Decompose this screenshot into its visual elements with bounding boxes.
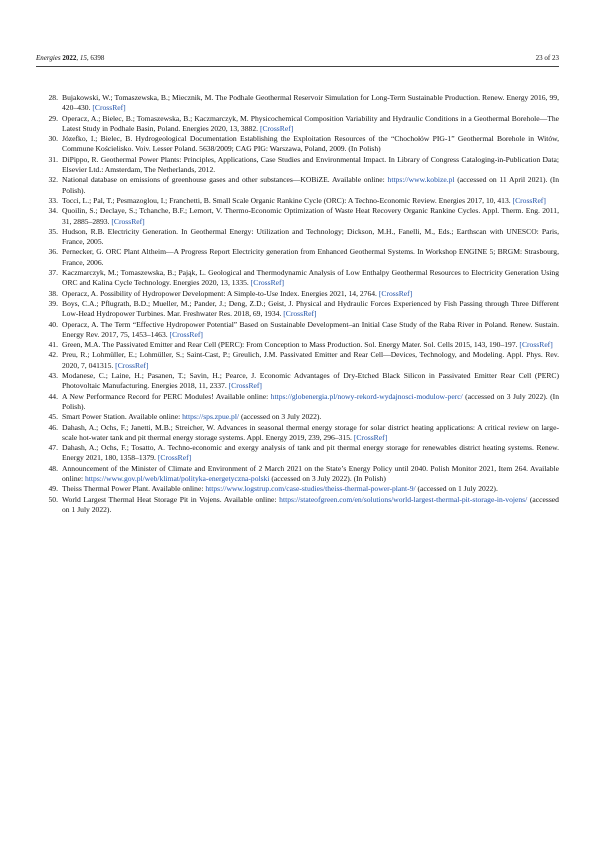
reference-item [36, 93, 559, 114]
reference-text: Announcement of the Minister of Climate and Environment of 2 March 2021 on the State’s Energy Policy until 2040. Polish Monitor 2021, Item 264. Available online: [62, 463, 559, 483]
reference-number: 39. [48, 298, 58, 308]
page-header [36, 54, 559, 63]
reference-text: Boys, C.A.; Pflugrath, B.D.; Mueller, M.; Pander, J.; Deng, Z.D.; Geist, J. Physical and Hydraulic Forces Experienced by Fish Passing through Three Different Low-Head Hydropower Turbines. Mar. Freshwater Res. 2018, 69, 1934. [62, 298, 559, 319]
reference-text: Smart Power Station. Available online: [62, 412, 181, 422]
reference-number: 40. [48, 319, 58, 329]
crossref-link[interactable]: [CrossRef] [519, 340, 553, 350]
reference-item [36, 175, 559, 196]
crossref-link[interactable]: [CrossRef] [157, 453, 192, 463]
reference-item [36, 247, 559, 268]
crossref-link[interactable]: [CrossRef] [250, 278, 285, 288]
journal-year: 2022 [62, 54, 77, 62]
reference-list [36, 93, 559, 515]
journal-name: Energies [36, 54, 61, 62]
page-number: 23 of 23 [535, 54, 559, 62]
reference-number: 37. [48, 268, 58, 278]
reference-text: Tocci, L.; Pal, T.; Pesmazoglou, I.; Franchetti, B. Small Scale Organic Rankine Cycle (ORC): A Techno-Economic Review. Energies 2017, 10, 413. [62, 195, 511, 205]
reference-item [36, 443, 559, 464]
reference-text: Theiss Thermal Power Plant. Available online: [62, 484, 204, 494]
crossref-link[interactable]: [CrossRef] [92, 103, 126, 113]
reference-text: Operacz, A.; Bielec, B.; Tomaszewska, B.; Kaczmarczyk, M. Physicochemical Composition Variability and Hydraulic Conditions in a Geothermal Borehole—The Latest Study in Podhale Basin, Poland. Energies 2020, 13, 3882. [62, 113, 559, 133]
reference-text: A New Performance Record for PERC Modules! Available online: [62, 391, 269, 401]
header-rule [36, 66, 559, 67]
url-link[interactable]: https://stateofgreen.com/en/solutions/world-largest-thermal-pit-storage-in-vojens/ [279, 494, 528, 504]
reference-access-note: (accessed on 3 July 2022). [239, 412, 322, 422]
reference-item [36, 484, 559, 494]
reference-text: Green, M.A. The Passivated Emitter and Rear Cell (PERC): From Conception to Mass Production. Sol. Energy Mater. Sol. Cells 2015, 143, 190–197. [62, 340, 518, 350]
reference-item [36, 196, 559, 206]
reference-text: Józefko, I.; Bielec, B. Hydrogeological Documentation Establishing the Exploitation Resources of the “Chochołów PIG-1” Geothermal Borehole in Witów, Commune Kościelisko. Voiv. Lesser Poland. 5638/2009; CAG PIG: Warszawa, Poland, 2009. (In Polish) [62, 134, 559, 154]
reference-number: 30. [48, 134, 58, 144]
crossref-link[interactable]: [CrossRef] [259, 123, 294, 133]
reference-text: Bujakowski, W.; Tomaszewska, B.; Miecznik, M. The Podhale Geothermal Reservoir Simulation for Long-Term Sustainable Production. Renew. Energy 2016, 99, 420–430. [62, 93, 559, 113]
reference-access-note: (accessed on 1 July 2022). [62, 494, 559, 514]
reference-access-note: (accessed on 3 July 2022). (In Polish) [269, 473, 386, 483]
journal-volume: 15 [79, 54, 87, 62]
reference-number: 29. [48, 113, 58, 123]
reference-number: 45. [48, 412, 58, 422]
reference-item [36, 299, 559, 320]
reference-number: 32. [48, 175, 58, 185]
url-link[interactable]: https://sps.zpue.pl/ [182, 412, 240, 422]
reference-item [36, 464, 559, 485]
crossref-link[interactable]: [CrossRef] [283, 309, 317, 319]
reference-item [36, 320, 559, 341]
reference-number: 41. [48, 340, 58, 350]
reference-number: 34. [48, 206, 58, 216]
reference-text: Preu, R.; Lohmüller, E.; Lohmüller, S.; Saint-Cast, P.; Greulich, J.M. Passivated Emitter and Rear Cell—Devices, Technology, and Modeling. Appl. Phys. Rev. 2020, 7, 041315. [62, 350, 559, 370]
crossref-link[interactable]: [CrossRef] [169, 329, 203, 339]
reference-item [36, 289, 559, 299]
reference-item [36, 495, 559, 516]
reference-text: World Largest Thermal Heat Storage Pit in Vojens. Available online: [62, 494, 277, 504]
url-link[interactable]: https://www.kobize.pl [387, 175, 455, 185]
reference-number: 43. [48, 371, 58, 381]
reference-item [36, 155, 559, 176]
reference-number: 31. [48, 154, 58, 164]
crossref-link[interactable]: [CrossRef] [115, 360, 149, 370]
reference-access-note: (accessed on 11 April 2021). (In Polish). [62, 175, 559, 195]
crossref-link[interactable]: [CrossRef] [353, 432, 388, 442]
reference-number: 44. [48, 391, 58, 401]
article-number: 6398 [90, 54, 105, 62]
reference-text: Kaczmarczyk, M.; Tomaszewska, B.; Pająk, L. Geological and Thermodynamic Analysis of Low Enthalpy Geothermal Resources to Electricity Generation Using ORC and Kalina Cycle Technology. Energies 2020, 13, 1335. [62, 268, 559, 288]
url-link[interactable]: https://www.logstrup.com/case-studies/theiss-thermal-power-plant-9/ [205, 484, 416, 494]
reference-item [36, 340, 559, 350]
crossref-link[interactable]: [CrossRef] [111, 216, 145, 226]
reference-text: Operacz, A. Possibility of Hydropower Development: A Simple-to-Use Index. Energies 2021, 14, 2764. [62, 288, 377, 298]
reference-item [36, 423, 559, 444]
reference-access-note: (accessed on 3 July 2022). (In Polish). [62, 391, 560, 411]
reference-text: DiPippo, R. Geothermal Power Plants: Principles, Applications, Case Studies and Environmental Impact. In Library of Congress Cataloging-in-Publication Data; Elsevier Ltd.: Amsterdam, The Netherlands, 2012. [62, 154, 559, 175]
reference-item [36, 268, 559, 289]
reference-number: 36. [48, 247, 58, 257]
reference-item [36, 134, 559, 155]
reference-text: Dahash, A.; Ochs, F.; Janetti, M.B.; Streicher, W. Advances in seasonal thermal energy storage for solar district heating applications: A critical review on large-scale hot-water tank and pit thermal energy storage systems. Appl. Energy 2019, 239, 296–315. [62, 422, 559, 442]
reference-item [36, 412, 559, 422]
reference-number: 47. [48, 443, 58, 453]
reference-text: Quoilin, S.; Declaye, S.; Tchanche, B.F.; Lemort, V. Thermo-Economic Optimization of Waste Heat Recovery Organic Rankine Cycles. Appl. Therm. Eng. 2011, 31, 2885–2893. [62, 206, 559, 226]
reference-access-note: (accessed on 1 July 2022). [415, 484, 498, 494]
reference-item [36, 227, 559, 248]
url-link[interactable]: https://globenergia.pl/nowy-rekord-wydajnosci-modulow-perc/ [270, 391, 463, 401]
reference-item [36, 371, 559, 392]
reference-number: 28. [48, 93, 58, 102]
journal-citation: Energies 2022, 15, 6398 [36, 54, 105, 62]
crossref-link[interactable]: [CrossRef] [512, 195, 546, 205]
reference-item [36, 206, 559, 227]
reference-text: Pernecker, G. ORC Plant Altheim—A Progress Report Electricity generation from Enhanced Geothermal Systems. In Workshop ENGINE 5; BRGM: Strasbourg, France, 2006. [62, 247, 559, 267]
reference-text: Modanese, C.; Laine, H.; Pasanen, T.; Savin, H.; Pearce, J. Economic Advantages of Dry-Etched Black Silicon in Passivated Emitter Rear Cell (PERC) Photovoltaic Manufacturing. Energies 2018, 11, 2337. [62, 371, 559, 391]
reference-text: Operacz, A. The Term “Effective Hydropower Potential” Based on Sustainable Development–an Initial Case Study of the Raba River in Poland. Renew. Sustain. Energy Rev. 2017, 75, 1453–1463. [62, 319, 559, 339]
reference-text: Hudson, R.B. Electricity Generation. In Geothermal Energy: Utilization and Technology; Dickson, M.H., Fanelli, M., Eds.; Earthscan with UNESCO: Paris, France, 2005. [62, 226, 559, 247]
reference-number: 38. [48, 288, 58, 298]
url-link[interactable]: https://www.gov.pl/web/klimat/polityka-energetyczna-polski [85, 473, 270, 483]
reference-item [36, 114, 559, 135]
reference-text: National database on emissions of greenhouse gases and other substances—KOBiZE. Available online: [62, 175, 385, 185]
reference-text: Dahash, A.; Ochs, F.; Tosatto, A. Techno-economic and exergy analysis of tank and pit thermal energy storage for renewables district heating systems. Renew. Energy 2021, 180, 1358–1379. [62, 443, 559, 463]
reference-number: 42. [48, 350, 58, 360]
reference-item [36, 392, 559, 413]
reference-number: 49. [48, 484, 58, 494]
crossref-link[interactable]: [CrossRef] [228, 381, 262, 391]
reference-item [36, 350, 559, 371]
reference-number: 33. [48, 195, 58, 205]
reference-number: 48. [48, 463, 58, 473]
reference-number: 50. [48, 494, 58, 504]
reference-number: 35. [48, 226, 58, 236]
crossref-link[interactable]: [CrossRef] [378, 288, 413, 298]
reference-number: 46. [48, 422, 58, 432]
